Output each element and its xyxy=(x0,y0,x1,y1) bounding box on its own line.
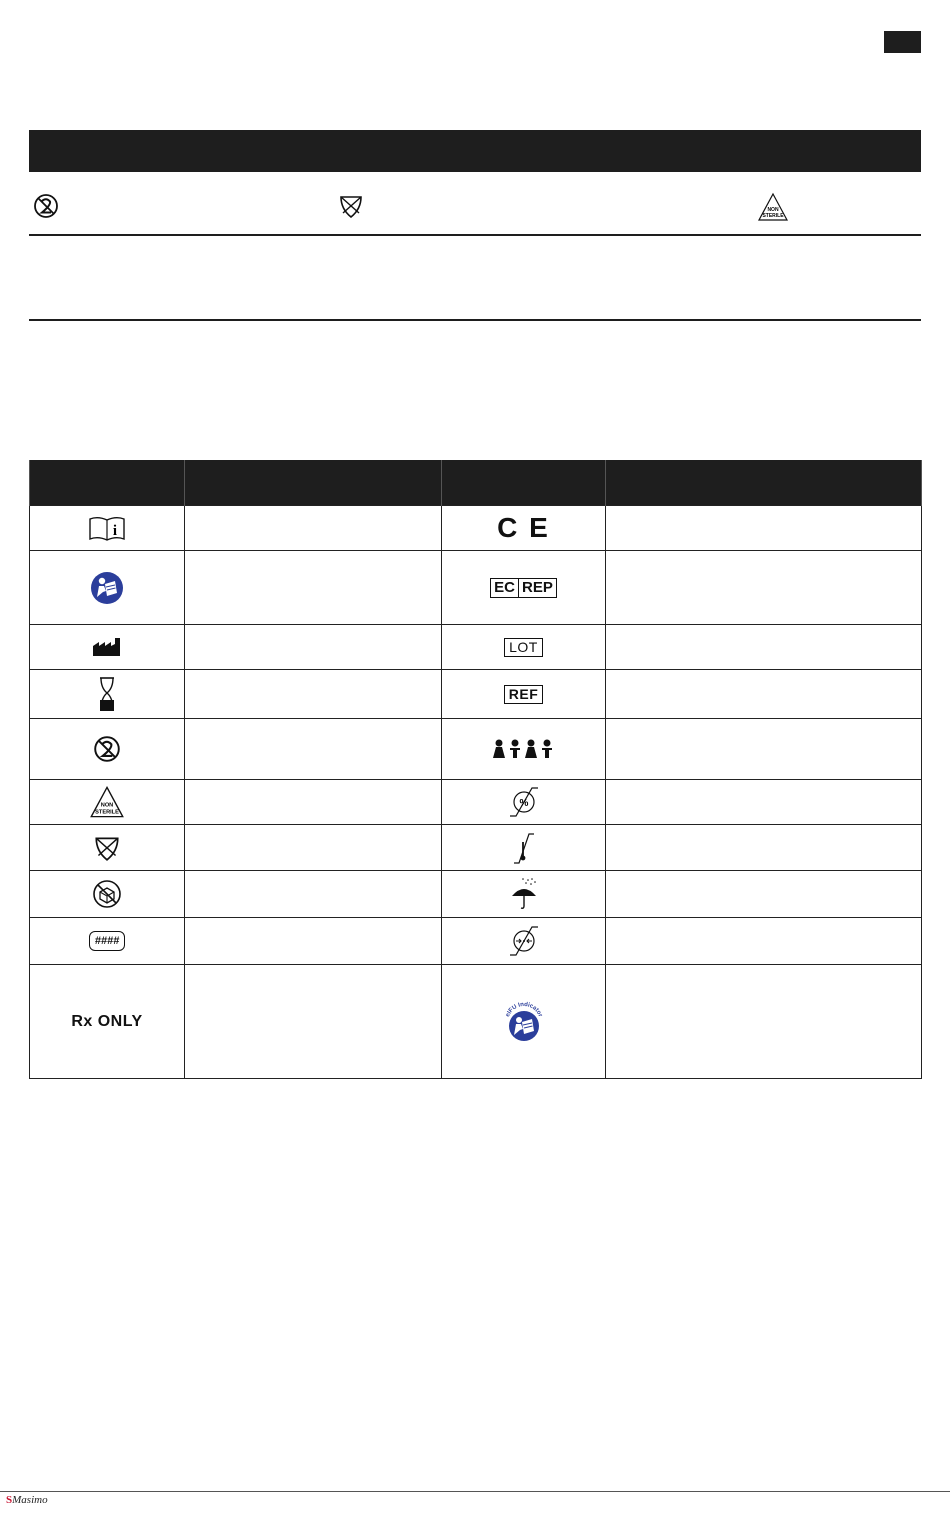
description-cell xyxy=(185,825,442,871)
description-cell xyxy=(606,506,922,551)
pressure-icon xyxy=(507,924,541,958)
symbol-cell xyxy=(30,825,185,871)
description-cell xyxy=(606,965,922,1079)
symbols-table xyxy=(29,460,922,1079)
non-sterile-text-non: NON xyxy=(767,207,779,213)
description-cell xyxy=(606,625,922,670)
do-not-reuse-icon xyxy=(92,734,122,764)
ref-icon: REF xyxy=(504,685,544,704)
table-header-row xyxy=(30,460,922,506)
table-row xyxy=(30,825,922,871)
svg-text:i: i xyxy=(112,523,118,539)
svg-text:%: % xyxy=(519,798,528,809)
latex-free-icon xyxy=(92,833,122,863)
rx-only-icon: Rx ONLY xyxy=(71,1012,143,1030)
language-tab xyxy=(884,31,921,53)
eifu-indicator-text: eIFU Indicator xyxy=(504,1001,543,1018)
non-sterile-text-non: NON xyxy=(100,802,114,809)
symbol-cell xyxy=(442,506,606,551)
hash-code-icon: #### xyxy=(89,931,125,951)
header-description-2 xyxy=(606,460,922,506)
symbol-strip xyxy=(29,192,921,224)
description-cell xyxy=(606,780,922,825)
divider-bottom xyxy=(29,319,921,321)
section-title-bar xyxy=(29,130,921,172)
description-cell xyxy=(185,506,442,551)
symbol-cell xyxy=(442,965,606,1079)
description-cell xyxy=(606,719,922,780)
symbol-cell xyxy=(442,625,606,670)
latex-free-icon xyxy=(338,192,364,220)
description-cell xyxy=(185,871,442,918)
symbol-cell xyxy=(442,825,606,871)
symbol-cell xyxy=(442,918,606,965)
table-row xyxy=(30,965,922,1079)
symbol-cell xyxy=(30,780,185,825)
manufacturer-icon xyxy=(91,636,123,658)
description-cell xyxy=(185,918,442,965)
hourglass-icon xyxy=(97,676,117,712)
description-cell xyxy=(185,551,442,625)
non-sterile-icon xyxy=(89,785,125,819)
ce-mark-icon: C E xyxy=(497,512,550,543)
table-row xyxy=(30,551,922,625)
table-row xyxy=(30,625,922,670)
table-row xyxy=(30,719,922,780)
symbol-cell xyxy=(30,871,185,918)
description-cell xyxy=(185,965,442,1079)
lot-icon: LOT xyxy=(504,638,543,657)
table-row xyxy=(30,918,922,965)
eifu-indicator-icon xyxy=(502,1000,546,1044)
table-row xyxy=(30,506,922,551)
header-description-1 xyxy=(185,460,442,506)
symbol-cell xyxy=(30,719,185,780)
symbol-cell xyxy=(442,780,606,825)
do-not-use-damaged-icon xyxy=(92,879,122,909)
ec-rep-icon xyxy=(490,578,557,598)
description-cell xyxy=(606,551,922,625)
humidity-icon xyxy=(507,785,541,819)
do-not-reuse-icon xyxy=(33,192,59,220)
symbol-cell xyxy=(442,871,606,918)
masimo-logo-text: Masimo xyxy=(12,1494,48,1506)
description-cell xyxy=(606,825,922,871)
symbol-cell xyxy=(30,551,185,625)
non-sterile-text-sterile: STERILE xyxy=(762,213,784,219)
book-info-icon xyxy=(88,514,126,542)
description-cell xyxy=(185,625,442,670)
masimo-logo xyxy=(6,1494,48,1506)
header-symbol-1 xyxy=(30,460,185,506)
symbol-cell xyxy=(442,670,606,719)
symbol-cell xyxy=(30,625,185,670)
patients-icon xyxy=(491,738,557,760)
footer-rule xyxy=(0,1491,950,1492)
temperature-icon xyxy=(512,831,536,865)
symbol-cell xyxy=(442,551,606,625)
table-row xyxy=(30,670,922,719)
description-cell xyxy=(185,719,442,780)
divider-top xyxy=(29,234,921,236)
table-row xyxy=(30,780,922,825)
description-cell xyxy=(606,918,922,965)
description-cell xyxy=(606,871,922,918)
symbol-cell xyxy=(30,670,185,719)
ec-rep-rep-text: REP xyxy=(518,579,556,597)
symbol-cell xyxy=(30,918,185,965)
non-sterile-icon xyxy=(757,192,789,222)
non-sterile-text-sterile: STERILE xyxy=(95,809,119,816)
description-cell xyxy=(606,670,922,719)
keep-dry-icon xyxy=(510,877,538,911)
description-cell xyxy=(185,670,442,719)
symbol-cell xyxy=(30,965,185,1079)
symbol-cell xyxy=(442,719,606,780)
symbol-cell xyxy=(30,506,185,551)
description-cell xyxy=(185,780,442,825)
ec-rep-ec-text: EC xyxy=(494,578,515,596)
table-row xyxy=(30,871,922,918)
masimo-logo-mark: S xyxy=(6,1494,13,1506)
header-symbol-2 xyxy=(442,460,606,506)
read-instructions-icon xyxy=(90,571,124,605)
